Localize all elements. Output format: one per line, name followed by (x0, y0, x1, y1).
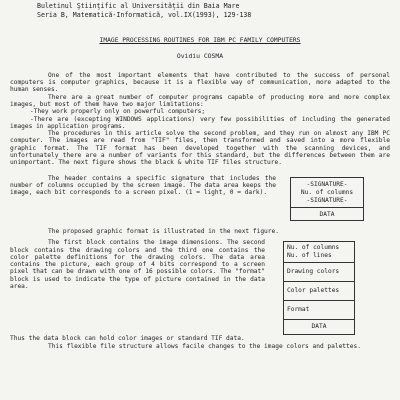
columns-label: Nu. of columns (300, 188, 354, 196)
paragraph-limitations: There are a great number of computer programs capable of producing more and more complex images, but most of them have two major limitations: (10, 93, 390, 108)
tif-structure-diagram (290, 177, 364, 221)
paragraph-intro: One of the most important elements that have contributed to the success of personal computers is computer graphics, because it is a flexible way of communication, more adapted to the human senses. (10, 71, 390, 94)
article-author: Ovidiu COSMA (176, 52, 224, 61)
proposed-format-diagram (283, 241, 355, 335)
journal-header-line-1: Buletinul Ştiinţific al Universităţii din Baia Mare (37, 2, 240, 10)
tif-data-block: DATA (319, 210, 335, 218)
proposed-format-text (10, 239, 265, 290)
data-block: DATA (311, 323, 327, 331)
paragraph-header: The header contains a specific signature that includes the number of columns occupied by the screen image. The data area keeps the image, each bit corresponds to a screen pixel. (1 = light, 0 = dark). (10, 174, 276, 197)
tif-structure-text (10, 175, 276, 197)
tif-structure-section (10, 175, 390, 221)
article-title: IMAGE PROCESSING ROUTINES FOR IBM PC FAMILY COMPUTERS (99, 37, 301, 45)
dimensions-columns-label: Nu. of columns (287, 244, 340, 252)
format-block: Format (284, 301, 354, 320)
paragraph-proposed-format: The proposed graphic format is illustrated in the next figure. (48, 227, 279, 235)
proposed-format-section (10, 239, 390, 335)
signature-top-label: -SIGNATURE- (306, 180, 348, 188)
limitation-1: -They work properly only on powerful computers; (30, 108, 206, 116)
paragraph-blocks: The first block contains the image dimensions. The second block contains the drawing colors and the third one contains the color palette definitions for the drawing colors. The data area contains the picture, each group of 4 bits correspond to a screen pixel that can be drawn with one of 16 possible colors. The "format" block is used to indicate the type of picture contained in the data area. (10, 239, 265, 291)
limitation-2: -There are (excepting WINDOWS applications) very few possibilities of including the generated images in application programs. (10, 115, 390, 130)
paragraph-procedures: The procedures in this article solve the second problem, and they run on almost any IBM PC computer. The images are read from "TIF" files, then transformed and saved into a more flexible graphic format. The TIF format has been developed together with the scanning devices, and unfortunately there are a number of variants for this standard, but the differences between them are unimportant. The next figure shows the black & white TIF files structure. (10, 130, 390, 167)
signature-bottom-label: -SIGNATURE- (306, 196, 348, 204)
dimensions-lines-label: Nu. of lines (287, 252, 332, 260)
tif-header-block (291, 178, 363, 208)
paragraph-data-block: Thus the data block can hold color images or standard TIF data. (10, 335, 245, 343)
drawing-colors-block: Drawing colors (284, 263, 354, 282)
paragraph-flexible-structure: This flexible file structure allows facile changes to the image colors and palettes. (48, 342, 361, 350)
dimensions-block (284, 242, 354, 263)
color-palettes-block: Color palettes (284, 282, 354, 301)
journal-header-line-2: Seria B, Matematică-Informatică, vol.IX(1993), 129-138 (37, 10, 252, 19)
